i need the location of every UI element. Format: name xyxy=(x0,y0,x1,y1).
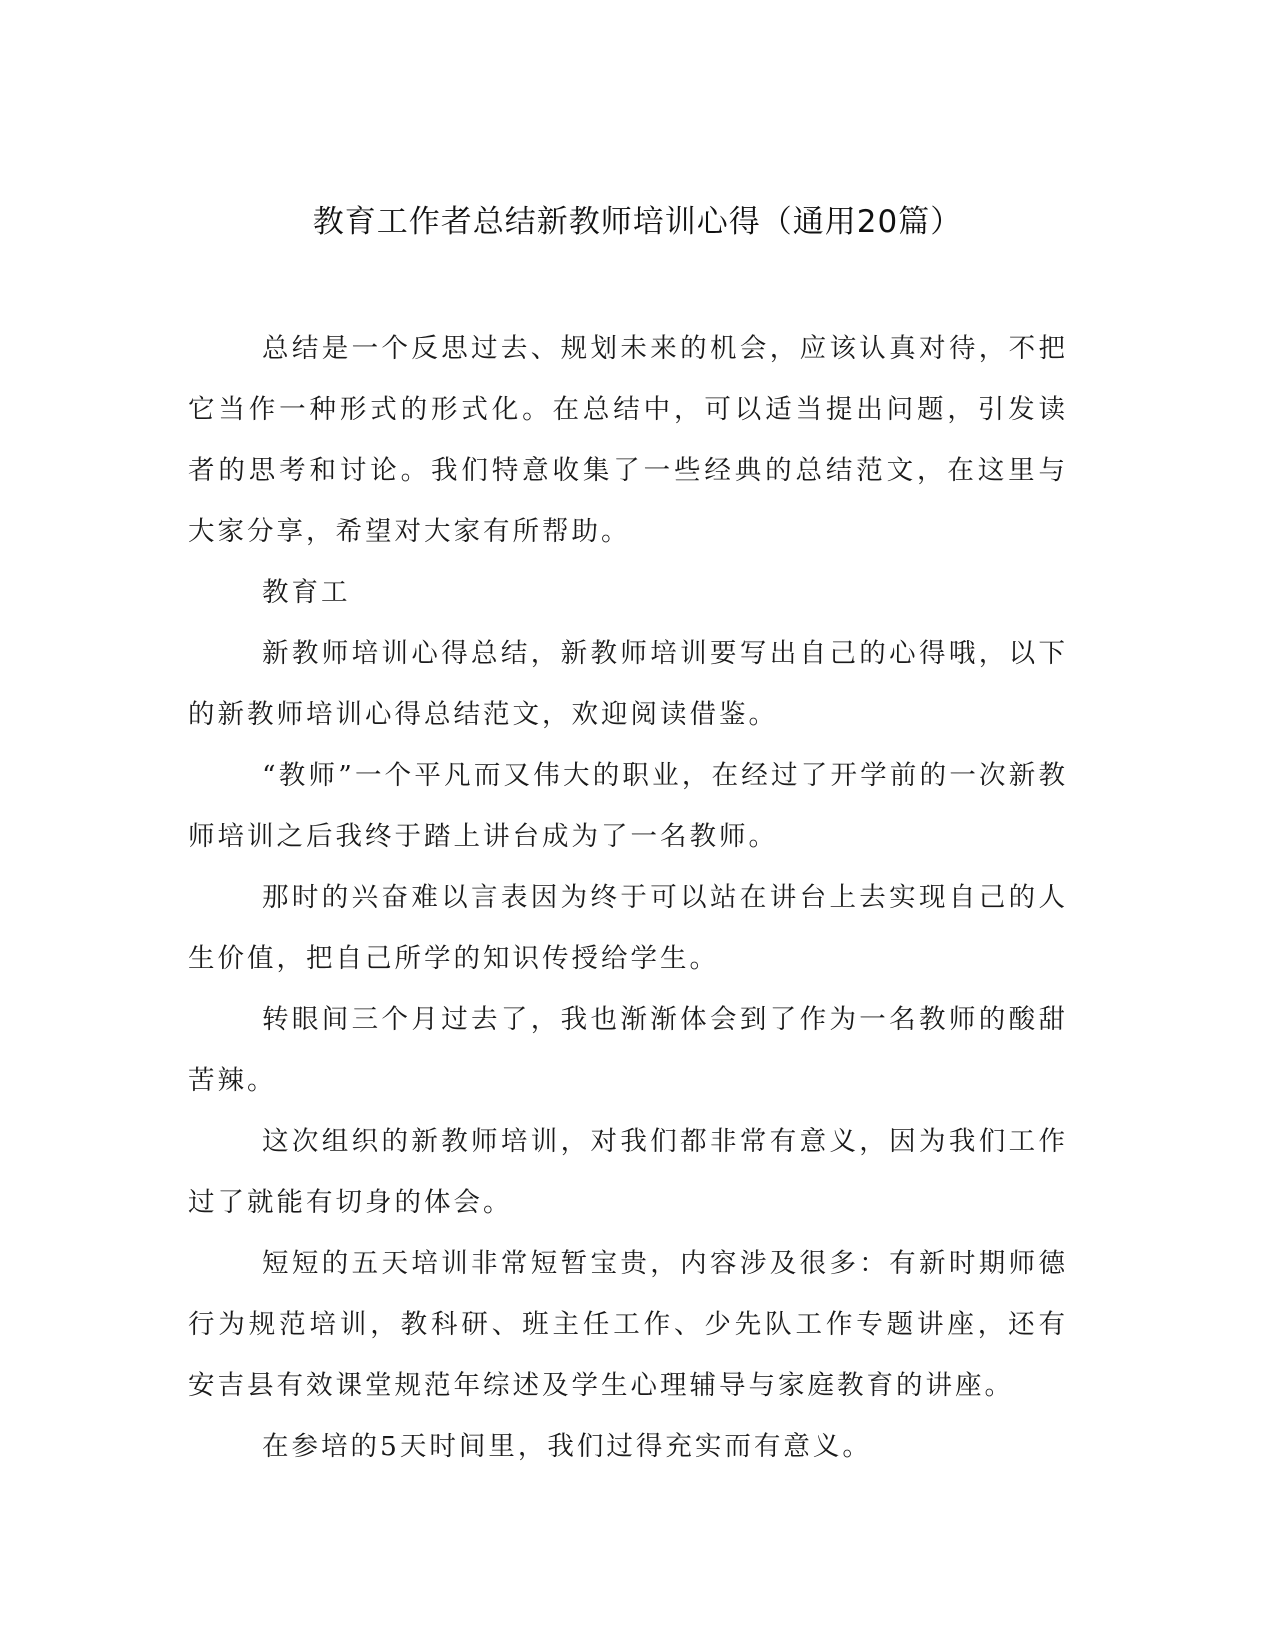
paragraph-five-days-content: 短短的五天培训非常短暂宝贵，内容涉及很多：有新时期师德行为规范培训，教科研、班主任工作、少先队工作专题讲座，还有安吉县有效课堂规范年综述及学生心理辅导与家庭教育的讲座。 xyxy=(188,1248,1068,1401)
paragraph-heading-fragment: 教育工 xyxy=(262,577,351,608)
paragraph-training-meaning: 这次组织的新教师培训，对我们都非常有意义，因为我们工作过了就能有切身的体会。 xyxy=(188,1126,1068,1218)
paragraph-three-months: 转眼间三个月过去了，我也渐渐体会到了作为一名教师的酸甜苦辣。 xyxy=(188,1004,1068,1096)
paragraph-conclusion: 在参培的5天时间里，我们过得充实而有意义。 xyxy=(262,1431,872,1462)
paragraph-intro: 总结是一个反思过去、规划未来的机会，应该认真对待，不把它当作一种形式的形式化。在总结中，可以适当提出问题，引发读者的思考和讨论。我们特意收集了一些经典的总结范文，在这里与大家分享，希望对大家有所帮助。 xyxy=(188,333,1068,547)
document-title: 教育工作者总结新教师培训心得（通用20篇） xyxy=(312,204,963,240)
paragraph-summary: 新教师培训心得总结，新教师培训要写出自己的心得哦，以下的新教师培训心得总结范文，欢迎阅读借鉴。 xyxy=(188,638,1068,730)
paragraph-excitement: 那时的兴奋难以言表因为终于可以站在讲台上去实现自己的人生价值，把自己所学的知识传授给学生。 xyxy=(188,882,1068,974)
document-body xyxy=(188,318,1068,1477)
paragraph-teacher-profession: “教师”一个平凡而又伟大的职业，在经过了开学前的一次新教师培训之后我终于踏上讲台成为了一名教师。 xyxy=(188,760,1068,852)
